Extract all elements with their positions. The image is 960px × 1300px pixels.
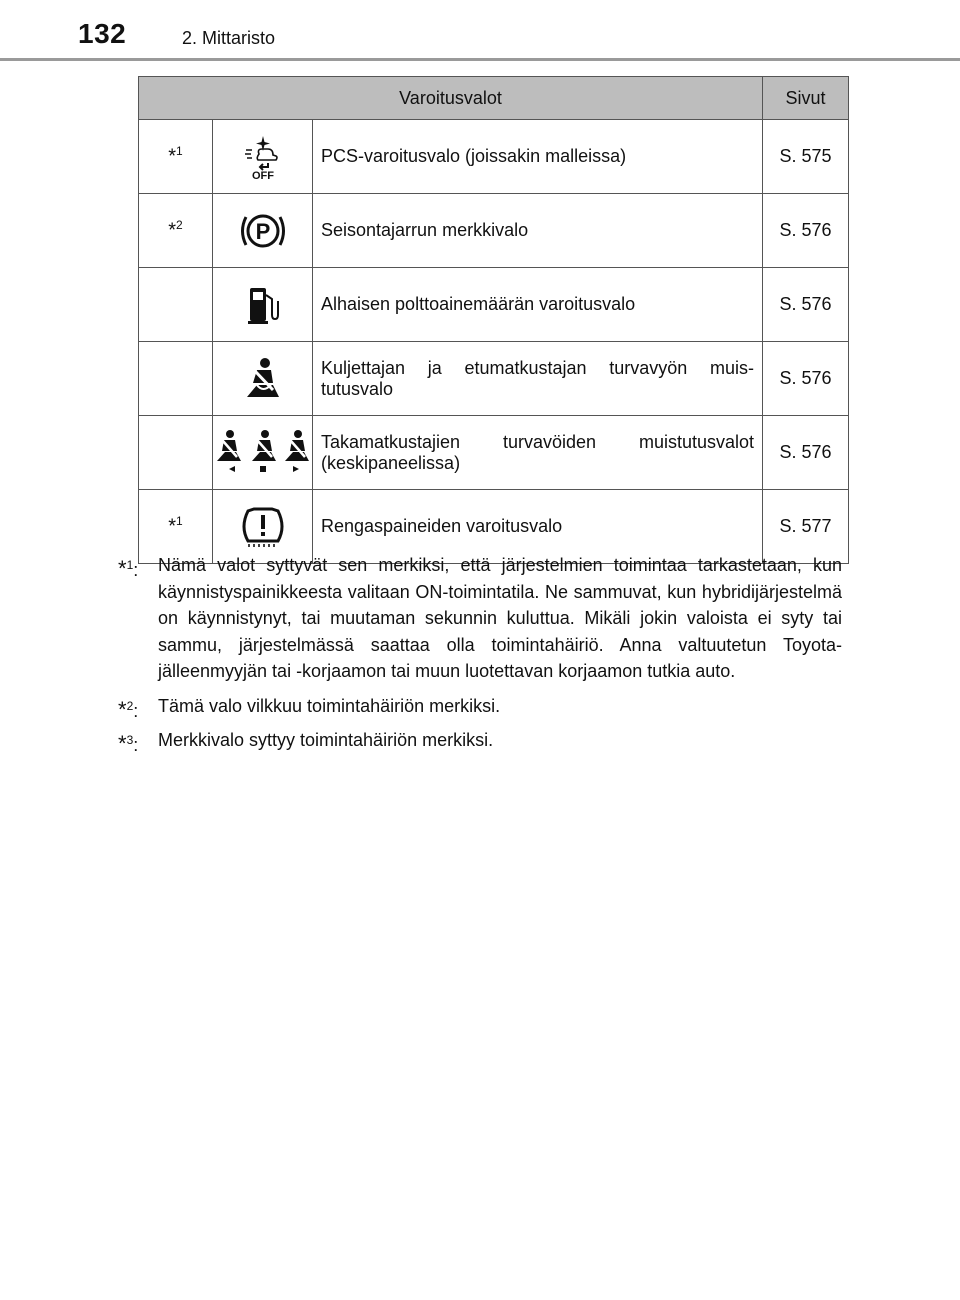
page-reference: S. 576	[763, 416, 849, 490]
rear-seatbelt-icons	[213, 416, 313, 490]
footnote-marker: *$^3$:	[118, 731, 139, 756]
warning-light-label: Takamatkustajien turvavöiden muistutusvalot (keskipaneelissa)	[313, 416, 763, 490]
footnote	[118, 727, 842, 754]
warning-light-label: Rengaspaineiden varoitusvalo	[313, 490, 763, 564]
table-row	[139, 120, 849, 194]
page-reference: S. 576	[763, 268, 849, 342]
warning-light-label: Kuljettajan ja etumatkustajan turvavyön muis-tutusvalo	[313, 342, 763, 416]
warning-light-label: Seisontajarrun merkkivalo	[313, 194, 763, 268]
footnote-mark: *$^2$	[139, 194, 213, 268]
page-number: 132	[78, 18, 127, 49]
footnote-text: Nämä valot syttyvät sen merkiksi, että järjestelmien toimintaa tarkastetaan, kun käynnistyspainikkeesta valitaan ON-toimintatila. Ne sammuvat, kun hybridijärjestelmä on käynnistynyt, tai muutaman sekunnin kuluttua. Mikäli jokin valoista ei syty tai sammu, järjestelmässä saattaa olla toimintahäiriö. Anna valtuutetun Toyota-jälleenmyyjän tai -korjaamon tai muun luotettavan korjaamon tutkia auto.	[158, 555, 842, 681]
svg-text:P: P	[255, 218, 270, 244]
footnote	[118, 552, 842, 685]
page-reference: S. 576	[763, 342, 849, 416]
footnote-marker: *$^1$:	[118, 556, 139, 581]
footnote-text: Tämä valo vilkkuu toimintahäiriön merkiksi.	[158, 695, 501, 716]
table-row	[139, 416, 849, 490]
footnote-mark: *$^1$	[139, 490, 213, 564]
page-reference: S. 576	[763, 194, 849, 268]
column-header-pages: Sivut	[763, 77, 849, 120]
column-header-warning-lights: Varoitusvalot	[139, 77, 763, 120]
warning-light-label: Alhaisen polttoainemäärän varoitusvalo	[313, 268, 763, 342]
table-row	[139, 194, 849, 268]
footnote-mark: *$^1$	[139, 120, 213, 194]
table-row	[139, 342, 849, 416]
warning-lights-table	[138, 76, 849, 564]
footnote-text: Merkkivalo syttyy toimintahäiriön merkiksi.	[158, 730, 494, 750]
footnote-mark	[139, 342, 213, 416]
seatbelt-icon	[213, 342, 313, 416]
table-row	[139, 268, 849, 342]
footnotes	[118, 552, 842, 762]
pcs-off-icon	[213, 120, 313, 194]
fuel-pump-icon	[213, 268, 313, 342]
page-reference: S. 575	[763, 120, 849, 194]
footnote-marker: *$^2$:	[118, 696, 139, 722]
footnote-mark	[139, 416, 213, 490]
table-header-row	[139, 77, 849, 120]
parking-brake-icon	[213, 194, 313, 268]
svg-text:OFF: OFF	[251, 169, 274, 180]
footnote	[118, 693, 842, 720]
warning-light-label: PCS-varoitusvalo (joissakin malleissa)	[313, 120, 763, 194]
header-rule	[0, 58, 960, 61]
footnote-mark	[139, 268, 213, 342]
section-title: 2. Mittaristo	[182, 28, 276, 48]
page-reference: S. 577	[763, 490, 849, 564]
